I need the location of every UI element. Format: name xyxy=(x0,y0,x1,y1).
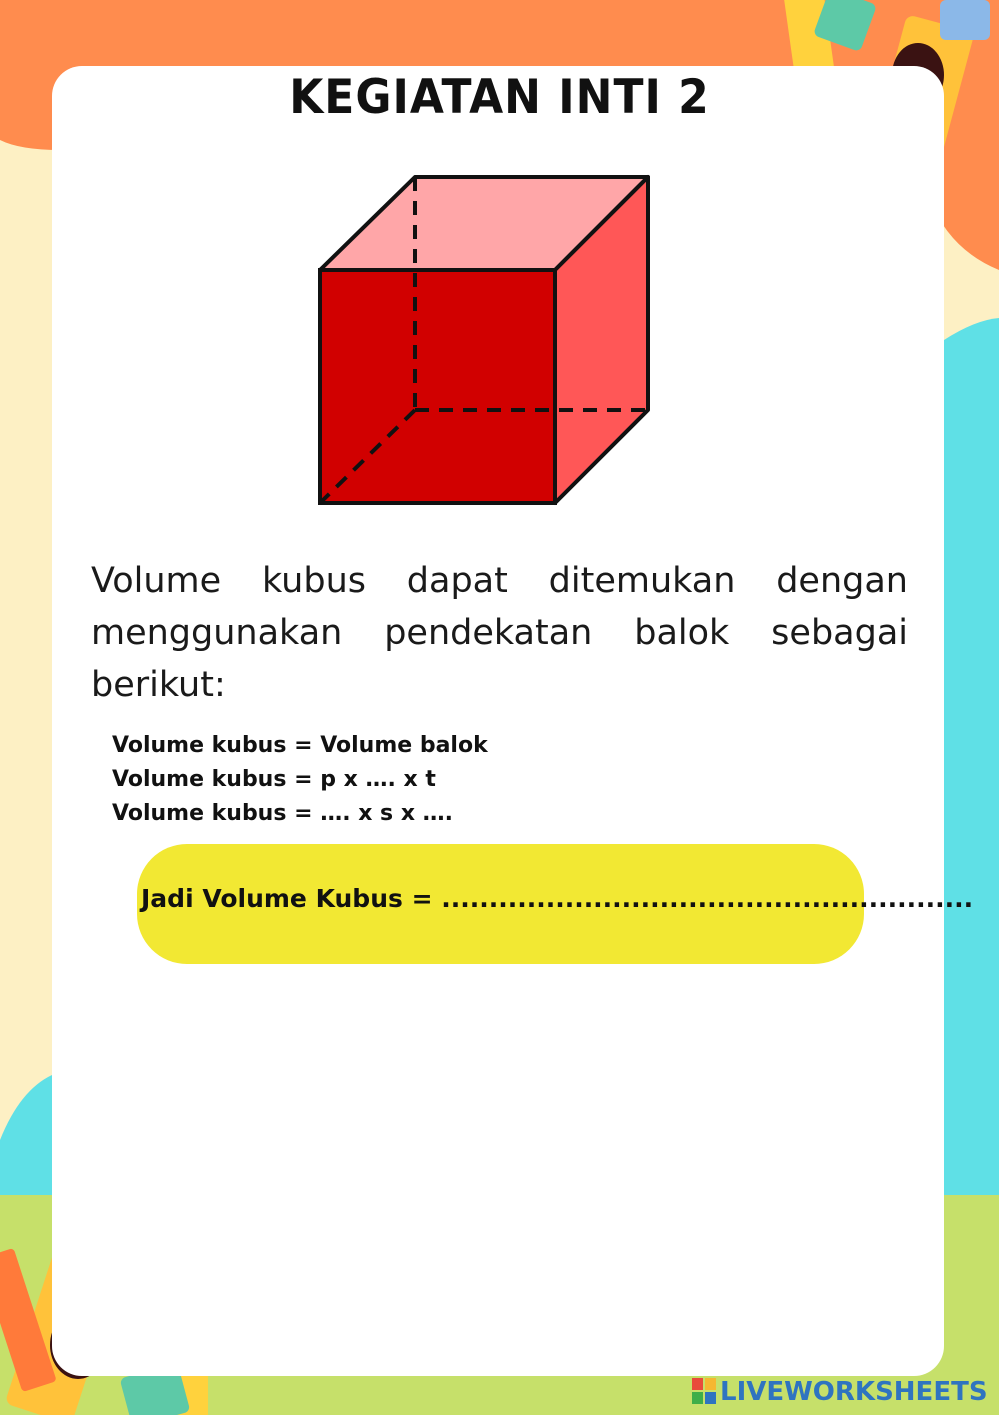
formula-line-2: Volume kubus = p x …. x t xyxy=(112,767,436,792)
teal-right-shape xyxy=(944,318,999,1200)
intro-paragraph: Volume kubus dapat ditemukan dengan menggunakan pendekatan balok sebagai berikut: xyxy=(91,561,908,705)
teal-left-shape xyxy=(0,1075,52,1200)
page-title: KEGIATAN INTI 2 xyxy=(289,69,710,126)
liveworksheets-logo-icon xyxy=(692,1378,716,1406)
formula-line-3: Volume kubus = …. x s x …. xyxy=(112,801,454,826)
formula-line-1: Volume kubus = Volume balok xyxy=(112,733,488,758)
brand-footer[interactable] xyxy=(692,1374,988,1410)
answer-field[interactable]: Jadi Volume Kubus = ........................................................ xyxy=(141,884,974,913)
cube-illustration xyxy=(300,160,680,530)
brand-name: LIVEWORKSHEETS xyxy=(720,1377,988,1407)
